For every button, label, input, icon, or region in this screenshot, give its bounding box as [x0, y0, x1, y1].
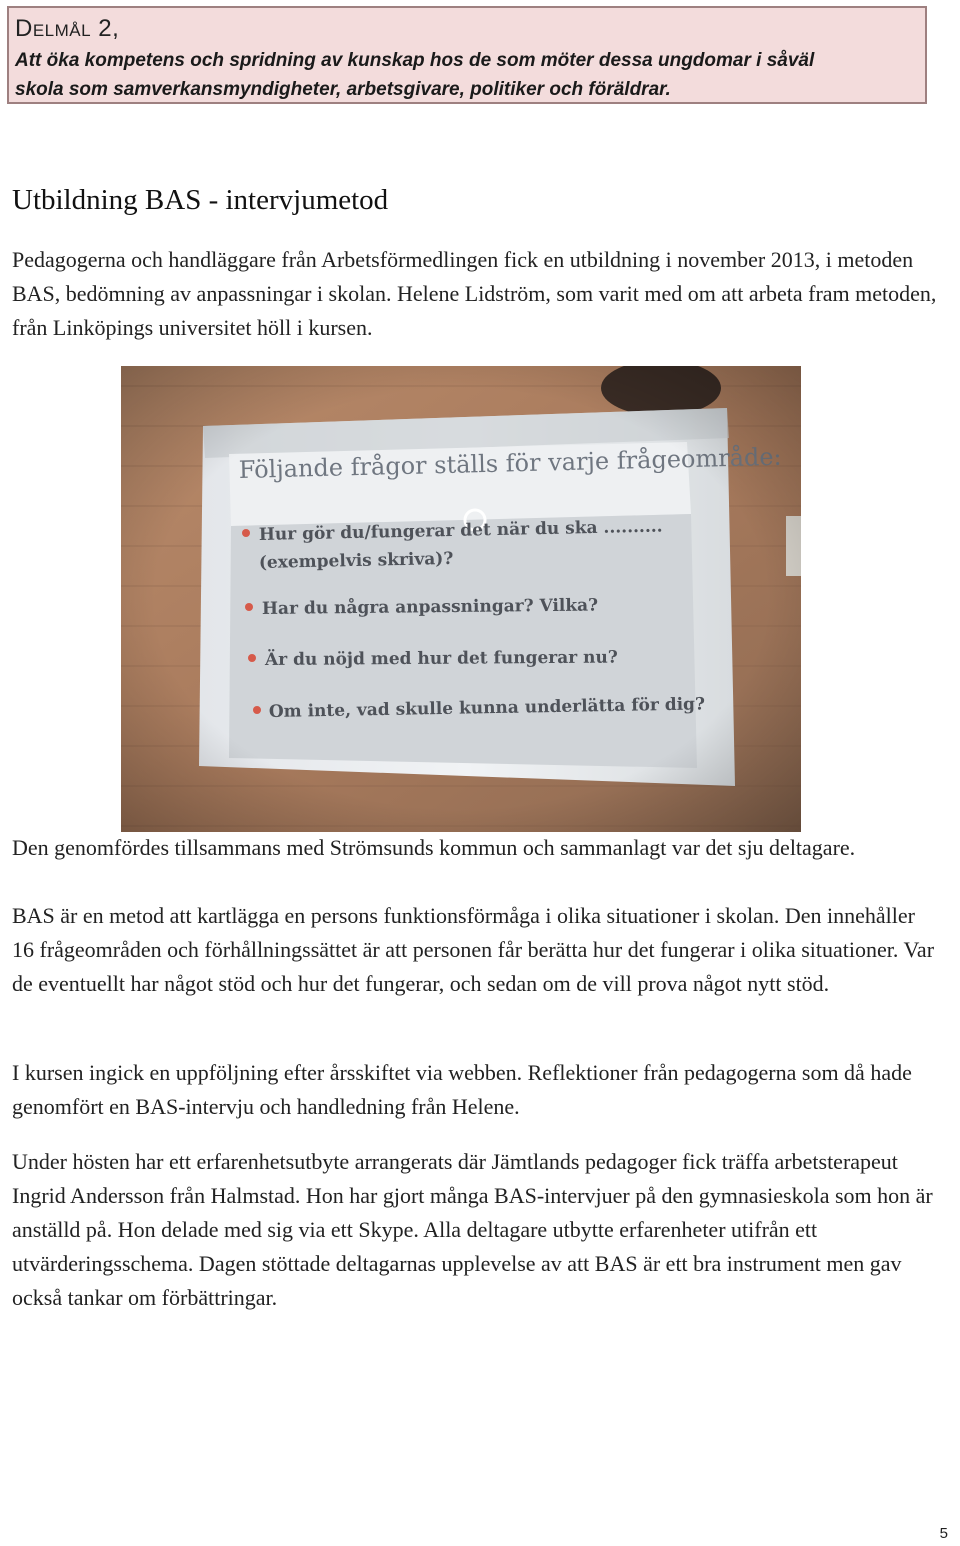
body-paragraph-2: BAS är en metod att kartlägga en persons funktionsförmåga i olika situationer i skolan. Den innehåller 16 frågeområden och förhållningssättet är att personen får berätta hur det fungerar i olika situationer. Var de eventuellt har något stöd och hur det fungerar, och sedan om de vill prova något nytt stöd.: [12, 903, 935, 996]
body-paragraph-3: I kursen ingick en uppföljning efter årsskiftet via webben. Reflektioner från pedagogerna som då hade genomfört en BAS-intervju och handledning från Helene.: [12, 1060, 912, 1119]
body-paragraph-1: Den genomfördes tillsammans med Strömsunds kommun och sammanlagt var det sju deltagare.: [12, 835, 856, 860]
intro-paragraph: Pedagogerna och handläggare från Arbetsförmedlingen fick en utbildning i november 2013, i metoden BAS, bedömning av anpassningar i skolan. Helene Lidström, som varit med om att arbeta fram metoden, från Linköpings universitet höll i kursen.: [12, 247, 937, 340]
page-number: 5: [939, 1525, 948, 1542]
goal-text-line-1: Att öka kompetens och spridning av kunskap hos de som möter dessa ungdomar i såväl: [15, 50, 815, 71]
body-paragraph-4: Under hösten har ett erfarenhetsutbyte arrangerats där Jämtlands pedagoger fick träffa arbetsterapeut Ingrid Andersson från Halmstad. Hon har gjort många BAS-intervjuer på den gymnasieskola som hon är anställd på. Hon delade med sig via ett Skype. Alla deltagare utbytte erfarenheter utifrån ett utvärderingsschema. Dagen stöttade deltagarnas upplevelse av att BAS är ett bra instrument men gav också tankar om förbättringar.: [12, 1149, 933, 1310]
section-title: Utbildning BAS - intervjumetod: [12, 184, 389, 216]
goal-text-line-2: skola som samverkansmyndigheter, arbetsgivare, politiker och föräldrar.: [15, 79, 671, 100]
goal-box: [7, 6, 927, 104]
presentation-photo: [121, 366, 801, 832]
goal-heading: Delmål 2,: [15, 15, 120, 42]
